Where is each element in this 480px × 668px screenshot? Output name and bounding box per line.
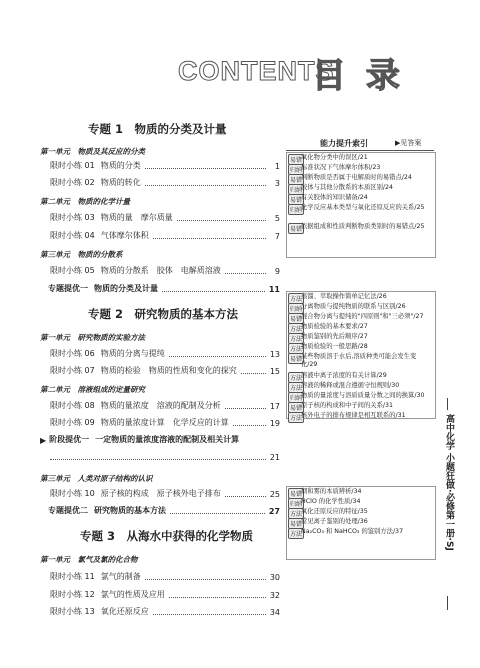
reference-tag: 易错 — [288, 353, 304, 364]
reference-tag: 归纳 — [288, 204, 304, 215]
toc-entry[interactable] — [50, 400, 280, 411]
entry-label: 专题提优一 — [48, 284, 88, 293]
unit-heading: 第二单元 溶液组成的定量研究 — [40, 385, 145, 394]
reference-tag: 方法 — [288, 528, 304, 539]
reference-tag: 易错 — [288, 518, 304, 529]
reference-tag: 易错 — [288, 402, 304, 413]
reference-item[interactable]: 氧化物分类中的误区/21 — [301, 154, 368, 161]
entry-page: 27 — [268, 507, 280, 516]
reference-tag: 方法 — [288, 323, 304, 334]
reference-tag: 易错 — [288, 488, 304, 499]
reference-item[interactable]: 原子核的构成和中子间的关系/31 — [301, 402, 393, 409]
entry-title: 物质的量浓度 溶液的配制及分析 — [100, 401, 221, 410]
reference-item[interactable]: 判断物质是否属于电解质时的易错点/24 — [301, 174, 412, 181]
reference-item[interactable]: 化学反应基本类型与氧化还原反应的关系/25 — [301, 204, 425, 211]
entry-title: 氯气的制备 — [100, 572, 141, 581]
entry-page: 13 — [269, 350, 280, 359]
reference-item[interactable]: 物质的量浓度与溶质质量分数之间的换算/30 — [301, 392, 425, 399]
entry-page: 15 — [269, 367, 280, 376]
answer-note: ▶见答案 — [395, 139, 422, 147]
entry-label: 限时小练 04 — [50, 231, 95, 240]
entry-page: 17 — [269, 402, 280, 411]
reference-item[interactable]: 蒸馏、萃取操作简单记忆法/26 — [301, 293, 387, 300]
unit-heading: 第一单元 物质及其反应的分类 — [40, 147, 145, 156]
reference-item[interactable]: Na₂CO₃ 和 NaHCO₃ 的鉴别方法/37 — [301, 528, 404, 535]
entry-page: 1 — [274, 162, 280, 171]
entry-title: 物质的检验 物质的性质和变化的探究 — [100, 366, 237, 375]
reference-tag: 归纳 — [288, 184, 304, 195]
toc-entry[interactable] — [50, 212, 280, 223]
entry-title: 物质的分类及计量 — [94, 284, 158, 293]
entry-page: 30 — [269, 573, 280, 582]
toc-entry[interactable] — [50, 265, 280, 276]
reference-item[interactable]: 溶液中离子浓度的有关计算/29 — [301, 372, 387, 379]
reference-item[interactable]: 有关胶体的知识储备/24 — [301, 194, 368, 201]
reference-item[interactable]: 依据组成和性质判断物质类别时的易错点/25 — [301, 223, 425, 230]
entry-title: 气体摩尔体积 — [100, 231, 149, 240]
unit-heading: 第三单元 人类对原子结构的认识 — [40, 474, 153, 483]
reference-tag: 易错 — [288, 154, 304, 165]
reference-tag: 方法 — [288, 508, 304, 519]
toc-entry[interactable] — [50, 348, 280, 359]
reference-item[interactable]: 物质检验的一般思路/28 — [301, 343, 368, 350]
reference-item[interactable]: 常见离子鉴别的处理/36 — [301, 518, 368, 525]
side-book-title: 高中化学 小题狂做·必修第一册·SJ — [444, 414, 454, 551]
entry-label: 限时小练 06 — [50, 349, 95, 358]
reference-tag: 归纳 — [288, 392, 304, 403]
entry-title: 物质的分离与提纯 — [100, 349, 165, 358]
entry-title: 物质的分散系 胶体 电解质溶液 — [100, 266, 221, 275]
entry-title: 物质的量 摩尔质量 — [100, 213, 173, 222]
reference-item[interactable]: 某些物质溶于水后,溶质种类可能会发生变化/29 — [301, 353, 417, 368]
unit-heading: 第一单元 研究物质的实验方法 — [40, 333, 145, 342]
entry-title: 物质的量浓度计算 化学反应的计算 — [100, 418, 229, 427]
entry-label: 限时小练 03 — [50, 213, 95, 222]
reference-tag: 易错 — [288, 313, 304, 324]
entry-label: 限时小练 11 — [50, 572, 95, 581]
reference-item[interactable]: 混合物分离与提纯的"四原则"和"三必须"/27 — [301, 313, 424, 320]
toc-entry[interactable] — [50, 417, 280, 428]
entry-title: 物质的分类 — [100, 161, 141, 170]
unit-heading: 第二单元 物质的化学计量 — [40, 197, 130, 206]
reference-item[interactable]: 核外电子的排布规律是相互联系的/31 — [301, 412, 406, 419]
unit-heading: 第一单元 氯气及氯的化合物 — [40, 555, 138, 564]
entry-label: 限时小练 02 — [50, 178, 95, 187]
reference-item[interactable]: 胶体与其他分散系的本质区别/24 — [301, 184, 393, 191]
entry-label: 限时小练 05 — [50, 266, 95, 275]
entry-label: 限时小练 07 — [50, 366, 95, 375]
entry-page: 7 — [274, 232, 280, 241]
entry-label: 限时小练 10 — [50, 489, 95, 498]
entry-title: 物质的转化 — [100, 178, 141, 187]
entry-page: 34 — [269, 608, 280, 617]
entry-page: 19 — [269, 419, 280, 428]
topic-3-title: 专题 3 从海水中获得的化学物质 — [80, 529, 254, 543]
unit-heading: 第三单元 物质的分散系 — [40, 250, 123, 259]
entry-label: 限时小练 13 — [50, 607, 95, 616]
entry-page: 21 — [269, 453, 280, 462]
reference-item[interactable]: 物质检验的基本要求/27 — [301, 323, 368, 330]
topic-1-title: 专题 1 物质的分类及计量 — [88, 122, 227, 136]
entry-label: 限时小练 09 — [50, 418, 95, 427]
divider — [447, 596, 448, 610]
entry-page: 3 — [274, 179, 280, 188]
entry-label: 专题提优二 — [48, 506, 88, 515]
reference-tag: 方法 — [288, 372, 304, 383]
contents-heading: CONTENTS — [178, 56, 335, 86]
reference-tag: 易错 — [288, 194, 304, 205]
reference-tag: 归纳 — [288, 498, 304, 509]
reference-item[interactable]: HClO 的化学性质/34 — [301, 498, 361, 505]
reference-tag: 易错 — [288, 174, 304, 185]
entry-title: 原子核的构成 原子核外电子排布 — [100, 489, 221, 498]
toc-entry[interactable] — [50, 571, 280, 582]
reference-item[interactable]: 物质鉴别的先后顺序/27 — [301, 333, 368, 340]
reference-item[interactable]: 标准状况下气体摩尔体积/23 — [301, 164, 381, 171]
topic-2-title: 专题 2 研究物质的基本方法 — [88, 307, 239, 321]
reference-item[interactable]: 分离物质与提纯物质的联系与区别/26 — [301, 303, 406, 310]
toc-entry[interactable] — [50, 589, 280, 600]
entry-label: 限时小练 01 — [50, 161, 95, 170]
entry-page: 11 — [268, 285, 280, 294]
entry-page: 32 — [269, 591, 280, 600]
reference-item[interactable]: 氧化还原反应的特征/35 — [301, 508, 368, 515]
entry-page: 25 — [269, 490, 280, 499]
reference-tag: 方法 — [288, 293, 304, 304]
toc-entry[interactable] — [48, 505, 280, 516]
toc-entry[interactable] — [40, 434, 239, 445]
toc-entry-continued — [50, 453, 280, 462]
reference-tag: 归纳 — [288, 164, 304, 175]
entry-page: 9 — [274, 267, 280, 276]
toc-entry[interactable] — [50, 488, 280, 499]
reference-tag: 方法 — [288, 412, 304, 423]
arrow-icon: ▶ — [395, 139, 401, 147]
page-title: 目 录 — [312, 56, 404, 96]
entry-title: 氯气的性质及应用 — [100, 590, 165, 599]
entry-label: 阶段提优一 — [49, 435, 90, 444]
entry-page: 5 — [274, 214, 280, 223]
toc-entry[interactable] — [50, 230, 280, 241]
toc-entry[interactable] — [48, 283, 280, 294]
toc-entry[interactable] — [50, 606, 280, 617]
reference-tag: 方法 — [288, 382, 304, 393]
triangle-bullet-icon: ▶ — [40, 436, 47, 445]
toc-entry[interactable] — [50, 160, 280, 171]
reference-tag: 易错 — [288, 223, 304, 234]
divider — [447, 398, 448, 410]
entry-title: 氧化还原反应 — [100, 607, 149, 616]
entry-label: 限时小练 12 — [50, 590, 95, 599]
reference-item[interactable]: 烟和雾的本质辨析/34 — [301, 488, 362, 495]
toc-entry[interactable] — [50, 177, 280, 188]
reference-tag: 方法 — [288, 343, 304, 354]
reference-tag: 方法 — [288, 333, 304, 344]
reference-tag: 归纳 — [288, 303, 304, 314]
entry-title: 一定物质的量浓度溶液的配制及相关计算 — [95, 435, 240, 444]
entry-label: 限时小练 08 — [50, 401, 95, 410]
reference-index-title: 能力提升索引 — [320, 139, 368, 148]
toc-entry[interactable] — [50, 365, 280, 376]
reference-item[interactable]: 溶液的稀释或混合遵循守恒规则/30 — [301, 382, 400, 389]
entry-title: 研究物质的基本方法 — [94, 506, 166, 515]
divider — [286, 150, 434, 151]
